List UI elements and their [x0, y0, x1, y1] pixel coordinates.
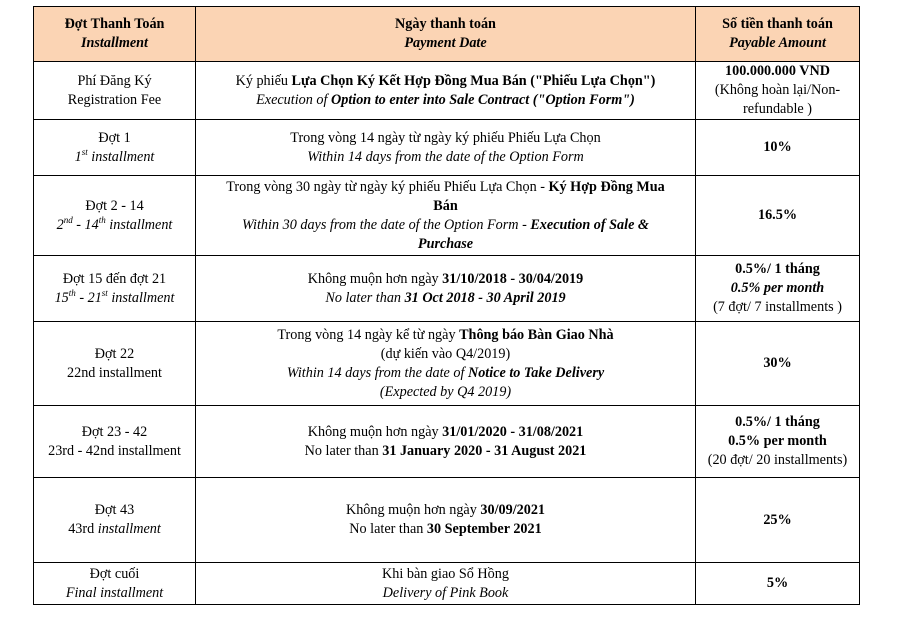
installment-en-number: 2 [56, 216, 64, 233]
amount-cell [696, 563, 860, 605]
payment-date-vi [198, 326, 693, 345]
installment-cell [34, 478, 196, 563]
payment-date-en-text: Within 30 days from the date of the Option Form - [242, 216, 531, 233]
amount-cell [696, 62, 860, 120]
payment-date-cell [196, 256, 696, 322]
payment-date-vi-bold: 31/10/2018 - 30/04/2019 [442, 270, 584, 287]
payment-date-vi-bold: Lựa Chọn Ký Kết Hợp Đồng Mua Bán ("Phiếu Lựa Chọn") [291, 72, 656, 89]
payment-date-en-text: No later than [304, 442, 383, 459]
amount-value: 5% [766, 575, 789, 591]
payment-date-en: Delivery of Pink Book [382, 584, 509, 601]
payment-schedule-table [33, 6, 860, 605]
installment-en: 23rd - 42nd installment [48, 442, 181, 459]
payment-date-en [198, 520, 693, 539]
payment-date-en-note: (Expected by Q4 2019) [379, 383, 512, 400]
payment-date-en-text: Execution of [256, 91, 331, 108]
installment-en-number: 1 [74, 148, 82, 165]
installment-vi: Đợt 22 [94, 345, 135, 362]
installment-vi: Đợt 2 - 14 [85, 197, 144, 214]
installment-cell [34, 62, 196, 120]
table-row [34, 176, 860, 256]
payment-date-en-bold: 30 September 2021 [426, 521, 542, 537]
installment-cell [34, 322, 196, 406]
payment-date-vi-text: Không muộn hơn ngày [307, 423, 443, 440]
amount-cell [696, 478, 860, 563]
installment-cell [34, 176, 196, 256]
header-payable-amount-en: Payable Amount [729, 35, 826, 51]
header-installment-en: Installment [80, 35, 149, 51]
installment-en-suffix: th [98, 214, 106, 225]
payment-date-en-bold: 31 Oct 2018 - 30 April 2019 [404, 289, 566, 306]
payment-date-en [198, 364, 693, 383]
amount-value: 30% [763, 355, 792, 371]
installment-en: Registration Fee [67, 91, 162, 108]
header-payable-amount-vi: Số tiền thanh toán [722, 16, 833, 32]
header-installment [34, 7, 196, 62]
payment-date-en [198, 91, 693, 110]
header-installment-vi: Đợt Thanh Toán [64, 16, 165, 32]
installment-en-suffix: st [81, 146, 88, 157]
payment-date-vi [198, 72, 693, 91]
amount-cell [696, 256, 860, 322]
installment-en-word: installment [111, 289, 175, 306]
installment-en [36, 289, 193, 308]
table-row [34, 563, 860, 605]
header-payable-amount [696, 7, 860, 62]
payment-date-vi-note: (dự kiến vào Q4/2019) [380, 345, 511, 362]
payment-date-en [198, 216, 693, 254]
installment-vi: Đợt 43 [94, 502, 135, 518]
header-payment-date-en: Payment Date [404, 35, 487, 51]
installment-en-word: installment [97, 521, 161, 537]
payment-date-vi-bold: 30/09/2021 [480, 502, 546, 518]
table-header-row [34, 7, 860, 62]
installment-cell [34, 563, 196, 605]
payment-date-vi [198, 270, 693, 289]
installment-vi: Phí Đăng Ký [77, 72, 152, 89]
header-payment-date [196, 7, 696, 62]
installment-en [36, 216, 193, 235]
amount-value-en: 0.5% per month [730, 280, 825, 296]
amount-value: 100.000.000 VND [725, 63, 830, 79]
payment-date-vi [198, 501, 693, 520]
amount-value: 16.5% [757, 207, 797, 223]
installment-en-word: installment [91, 148, 155, 165]
payment-date-vi-bold: 31/01/2020 - 31/08/2021 [442, 423, 584, 440]
payment-date-vi-bold: Thông báo Bàn Giao Nhà [459, 326, 614, 343]
installment-cell [34, 406, 196, 478]
amount-value-en: 0.5% per month [728, 433, 827, 449]
payment-date-vi [198, 178, 693, 216]
payment-date-en: Within 14 days from the date of the Option Form [307, 148, 584, 165]
amount-value: 0.5%/ 1 tháng [735, 261, 820, 277]
payment-date-en-text: No later than [325, 289, 405, 306]
amount-note: (20 đợt/ 20 installments) [707, 452, 848, 468]
payment-date-en [198, 289, 693, 308]
payment-date-vi-text: Trong vòng 30 ngày từ ngày ký phiếu Phiếu Lựa Chọn - [226, 178, 549, 195]
table-row [34, 322, 860, 406]
amount-note: (Không hoàn lại/Non-refundable ) [714, 82, 841, 117]
installment-en: Final installment [65, 584, 164, 601]
installment-en-range: - 14 [76, 216, 99, 233]
amount-value: 10% [763, 139, 792, 155]
installment-cell [34, 256, 196, 322]
payment-date-en [198, 442, 693, 461]
payment-date-cell [196, 176, 696, 256]
installment-en-suffix: nd [63, 214, 73, 225]
installment-cell [34, 120, 196, 176]
table-row [34, 62, 860, 120]
installment-en [36, 148, 193, 167]
payment-date-en-bold: Notice to Take Delivery [467, 364, 605, 381]
amount-cell [696, 120, 860, 176]
payment-date-vi: Khi bàn giao Sổ Hồng [382, 565, 509, 582]
installment-vi: Đợt 23 - 42 [81, 423, 148, 440]
payment-date-cell [196, 322, 696, 406]
payment-date-cell [196, 62, 696, 120]
payment-date-vi-text: Không muộn hơn ngày [307, 270, 443, 287]
payment-date-cell [196, 478, 696, 563]
amount-note: (7 đợt/ 7 installments ) [713, 299, 842, 315]
table-row [34, 478, 860, 563]
payment-date-cell [196, 406, 696, 478]
payment-date-vi-text: Ký phiếu [235, 72, 292, 89]
installment-vi: Đợt 15 đến đợt 21 [62, 270, 167, 287]
installment-en: 22nd installment [67, 364, 162, 381]
amount-value: 25% [763, 511, 792, 528]
installment-en-word: installment [109, 216, 173, 233]
table-row [34, 256, 860, 322]
payment-date-en-bold: Option to enter into Sale Contract ("Option Form") [330, 91, 635, 108]
installment-en-suffix: th [68, 287, 76, 298]
payment-date-vi-text: Trong vòng 14 ngày kể từ ngày [277, 326, 460, 343]
header-payment-date-vi: Ngày thanh toán [395, 16, 496, 32]
installment-en-suffix: st [101, 287, 108, 298]
payment-date-en-bold: Execution of Sale & Purchase [417, 216, 649, 252]
installment-vi: Đợt 1 [98, 129, 131, 146]
installment-vi: Đợt cuối [89, 565, 140, 582]
amount-cell [696, 406, 860, 478]
amount-cell [696, 322, 860, 406]
payment-date-en-text: No later than [349, 521, 427, 537]
payment-date-vi [198, 423, 693, 442]
table-row [34, 120, 860, 176]
payment-date-en-text: Within 14 days from the date of [286, 364, 468, 381]
table-row [34, 406, 860, 478]
installment-en-range: - 21 [79, 289, 102, 306]
payment-date-vi-text: Không muộn hơn ngày [345, 502, 481, 518]
amount-value: 0.5%/ 1 tháng [735, 414, 820, 430]
installment-en-number: 15 [54, 289, 69, 306]
payment-date-vi: Trong vòng 14 ngày từ ngày ký phiếu Phiếu Lựa Chọn [290, 129, 601, 146]
payment-date-cell [196, 120, 696, 176]
amount-cell [696, 176, 860, 256]
payment-date-en-bold: 31 January 2020 - 31 August 2021 [382, 442, 587, 459]
payment-date-vi-bold: Ký Hợp Đồng Mua Bán [433, 178, 665, 214]
installment-en [36, 520, 193, 539]
payment-date-cell [196, 563, 696, 605]
installment-en-number: 43rd [68, 521, 98, 537]
